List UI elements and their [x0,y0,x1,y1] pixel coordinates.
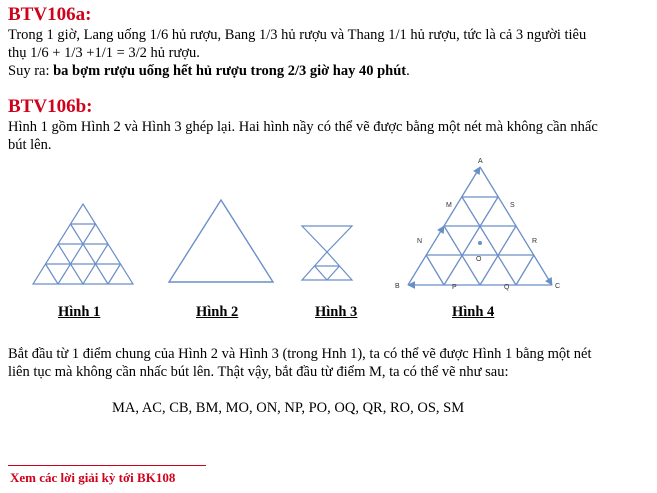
text-a-line3 [8,62,410,80]
footer-note: Xem các lời giải kỳ tới BK108 [10,470,176,485]
label-S: S [510,202,515,209]
figure-hinh-4 [392,155,567,295]
label-A: A [478,158,483,165]
text-a-line3-prefix: Suy ra: [8,63,54,79]
text-b-line2: bút lên. [8,137,52,153]
label-O: O [476,256,482,263]
heading-b: BTV106b: [8,96,93,117]
caption-hinh-4: Hình 4 [452,304,495,320]
text-b-line1: Hình 1 gồm Hình 2 và Hình 3 ghép lại. Hai hình nầy có thể vẽ được bằng một nét mà không cần nhấc [8,119,598,135]
caption-hinh-3: Hình 3 [315,304,358,320]
text-b-body1: Bắt đầu từ 1 điểm chung của Hình 2 và Hình 3 (trong Hnh 1), ta có thể vẽ được Hình 1 bằng một nét [8,346,592,362]
footer-divider [8,465,206,466]
text-b-body2: liên tục mà không cần nhấc bút lên. Thật vậy, bắt đầu từ điểm M, ta có thể vẽ như sau: [8,364,509,380]
caption-hinh-2: Hình 2 [196,304,239,320]
label-R: R [532,238,538,245]
label-M: M [446,202,452,209]
label-P: P [452,284,457,291]
heading-a: BTV106a: [8,4,92,25]
label-C: C [555,283,561,290]
text-a-line3-suffix: . [406,63,410,79]
figure-hinh-3 [296,222,358,284]
text-a-conclusion: ba bợm rượu uống hết hủ rượu trong 2/3 giờ hay 40 phút [53,63,407,79]
label-B: B [395,283,400,290]
label-N: N [417,238,423,245]
label-Q: Q [504,284,510,291]
text-a-line2: thụ 1/6 + 1/3 +1/1 = 3/2 hủ rượu. [8,45,200,61]
figure-hinh-1 [30,200,136,290]
stroke-sequence: MA, AC, CB, BM, MO, ON, NP, PO, OQ, QR, RO, OS, SM [112,400,465,416]
caption-hinh-1: Hình 1 [58,304,101,320]
figure-hinh-2 [165,196,277,288]
text-a-line1: Trong 1 giờ, Lang uống 1/6 hủ rượu, Bang 1/3 hủ rượu và Thang 1/1 hủ rượu, tức là cả 3 người tiêu [8,27,587,43]
